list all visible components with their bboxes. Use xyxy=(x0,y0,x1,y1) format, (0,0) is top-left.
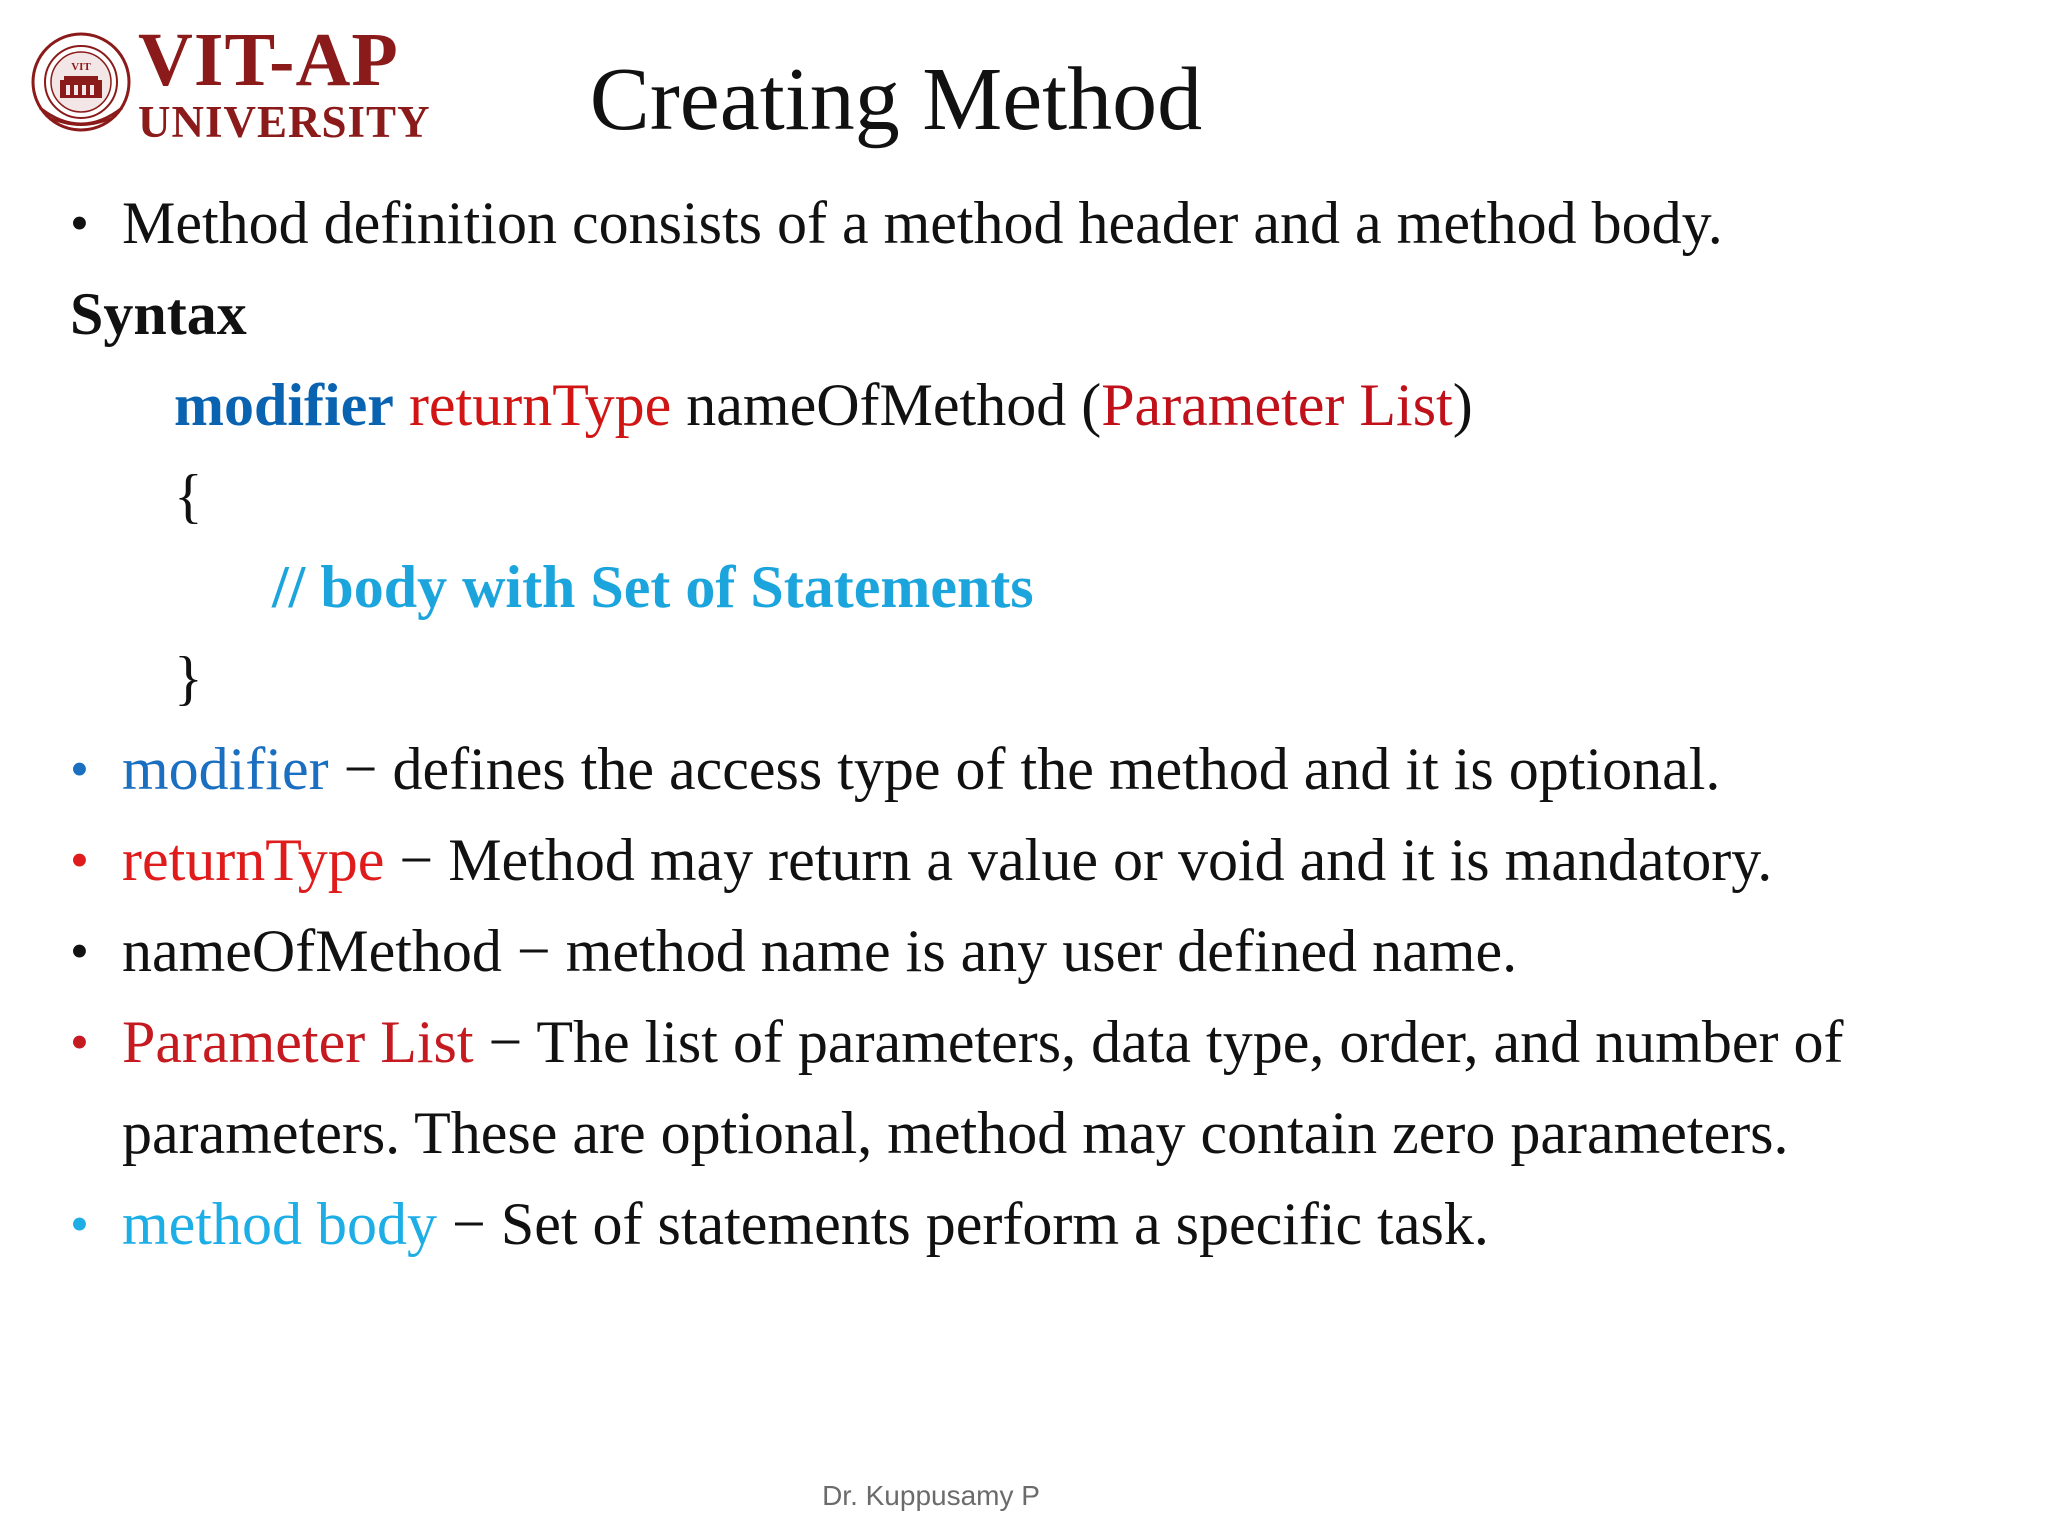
bullet-icon: • xyxy=(70,830,89,890)
definition-text: defines the access type of the method and it is optional. xyxy=(392,736,1721,802)
definition-modifier xyxy=(70,724,2010,815)
definition-term: Parameter List xyxy=(122,1009,474,1075)
slide-title: Creating Method xyxy=(589,50,1203,149)
syntax-return-type: returnType xyxy=(408,372,672,438)
bullet-icon: • xyxy=(70,921,89,981)
syntax-params: Parameter List xyxy=(1101,372,1453,438)
definition-text: Set of statements perform a specific task. xyxy=(500,1191,1489,1257)
definition-term: method body xyxy=(122,1191,437,1257)
bullet-icon: • xyxy=(70,193,89,253)
svg-text:VIT: VIT xyxy=(71,61,91,73)
definition-parameter-list-continued: parameters. These are optional, method may contain zero parameters. xyxy=(122,1100,1789,1166)
definition-return-type xyxy=(70,815,2010,906)
definition-dash: − xyxy=(328,736,393,802)
definition-method-body xyxy=(70,1179,2010,1270)
bullet-icon: • xyxy=(70,739,89,799)
syntax-modifier: modifier xyxy=(174,372,394,438)
syntax-open-brace: { xyxy=(174,463,203,529)
intro-bullet-text: Method definition consists of a method header and a method body. xyxy=(122,190,1723,256)
definition-dash: − xyxy=(501,918,566,984)
syntax-method-name: nameOfMethod xyxy=(686,372,1067,438)
definition-term: nameOfMethod xyxy=(122,918,502,984)
definition-text: method name is any user defined name. xyxy=(565,918,1518,984)
definition-dash: − xyxy=(436,1191,501,1257)
bullet-icon: • xyxy=(70,1012,89,1072)
university-name-line2: UNIVERSITY xyxy=(138,97,431,147)
definition-text-line1: The list of parameters, data type, order, and number of xyxy=(536,1009,1844,1075)
bullet-icon: • xyxy=(70,1194,89,1254)
university-name-line1: VIT-AP xyxy=(138,18,399,102)
syntax-heading: Syntax xyxy=(70,281,247,347)
definition-dash: − xyxy=(384,827,449,893)
definition-term: modifier xyxy=(122,736,329,802)
definition-dash: − xyxy=(473,1009,537,1075)
definition-name-of-method xyxy=(70,906,2010,997)
footer-author: Dr. Kuppusamy P xyxy=(822,1480,1040,1511)
syntax-header-line xyxy=(70,360,2010,451)
intro-bullet xyxy=(70,178,2010,269)
syntax-open-paren: ( xyxy=(1081,372,1102,438)
syntax-close-paren: ) xyxy=(1452,372,1473,438)
university-seal-icon xyxy=(26,30,136,140)
definition-parameter-list xyxy=(70,997,2010,1088)
syntax-comment: // body with Set of Statements xyxy=(272,554,1034,620)
slide-content xyxy=(70,178,2010,1270)
definition-text: Method may return a value or void and it is mandatory. xyxy=(448,827,1773,893)
definition-term: returnType xyxy=(122,827,385,893)
syntax-close-brace: } xyxy=(174,645,203,711)
